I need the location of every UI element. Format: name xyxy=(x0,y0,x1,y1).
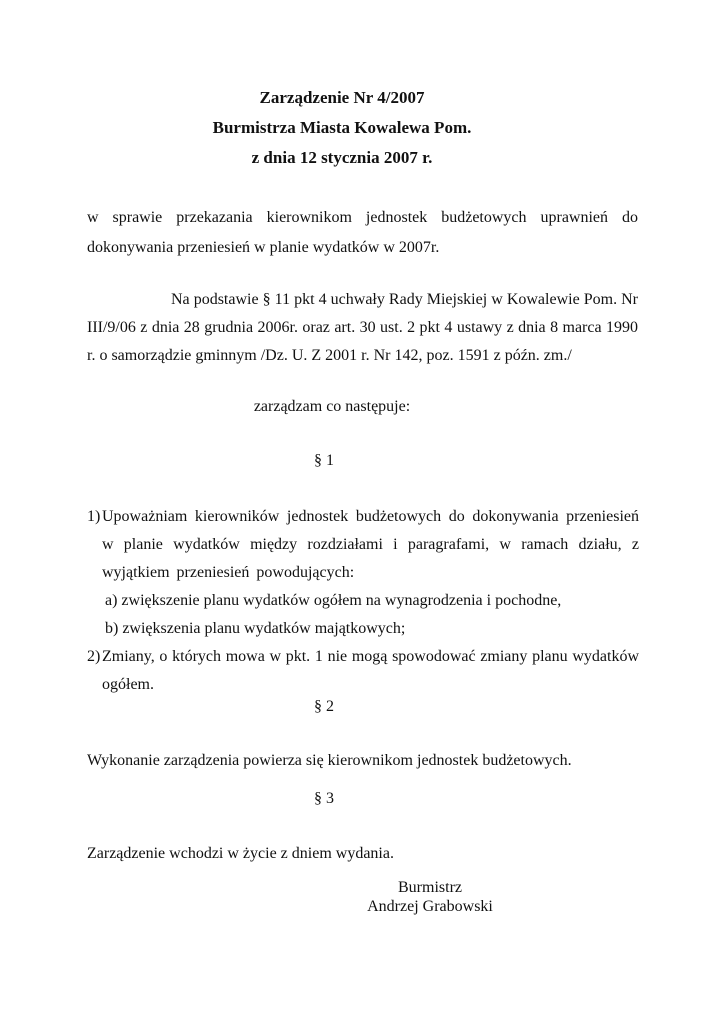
decree-statement: zarządzam co następuje: xyxy=(253,398,411,415)
signature-name: Andrzej Grabowski xyxy=(367,898,493,915)
signature-block xyxy=(360,878,500,916)
list-item xyxy=(87,503,639,587)
section-3-heading: § 3 xyxy=(314,790,334,807)
list-item-number: 1) xyxy=(87,508,101,525)
document-title: Zarządzenie Nr 4/2007 xyxy=(259,88,425,107)
list-item-number: 2) xyxy=(87,648,101,665)
sub-item-a: a) zwiększenie planu wydatków ogółem na wynagrodzenia i pochodne, xyxy=(105,592,562,609)
section-3-text: Zarządzenie wchodzi w życie z dniem wydania. xyxy=(87,845,394,862)
section-2-text: Wykonanie zarządzenia powierza się kierownikom jednostek budżetowych. xyxy=(87,752,572,769)
document-issuer: Burmistrza Miasta Kowalewa Pom. xyxy=(212,118,472,137)
subject-paragraph: w sprawie przekazania kierownikom jednostek budżetowych uprawnień do dokonywania przeniesień w planie wydatków w 2007r. xyxy=(87,209,638,256)
legal-basis-paragraph: Na podstawie § 11 pkt 4 uchwały Rady Miejskiej w Kowalewie Pom. Nr III/9/06 z dnia 28 grudnia 2006r. oraz art. 30 ust. 2 pkt 4 ustawy z dnia 8 marca 1990 r. o samorządzie gminnym /Dz. U. Z 2001 r. Nr 142, poz. 1591 z późn. zm./ xyxy=(87,291,638,364)
list-item xyxy=(87,643,639,699)
signature-title: Burmistrz xyxy=(398,879,462,896)
document-date: z dnia 12 stycznia 2007 r. xyxy=(251,148,433,167)
list-item-text: Upoważniam kierowników jednostek budżetowych do dokonywania przeniesień w planie wydatków między rozdziałami i paragrafami, w ramach działu, z wyjątkiem przeniesień powodujących: xyxy=(102,508,639,581)
sub-item-b: b) zwiększenia planu wydatków majątkowych; xyxy=(105,620,406,637)
section-2-heading: § 2 xyxy=(314,698,334,715)
section-1-list xyxy=(87,503,639,699)
section-1-heading: § 1 xyxy=(314,452,334,469)
list-item-text: Zmiany, o których mowa w pkt. 1 nie mogą spowodować zmiany planu wydatków ogółem. xyxy=(102,648,639,693)
